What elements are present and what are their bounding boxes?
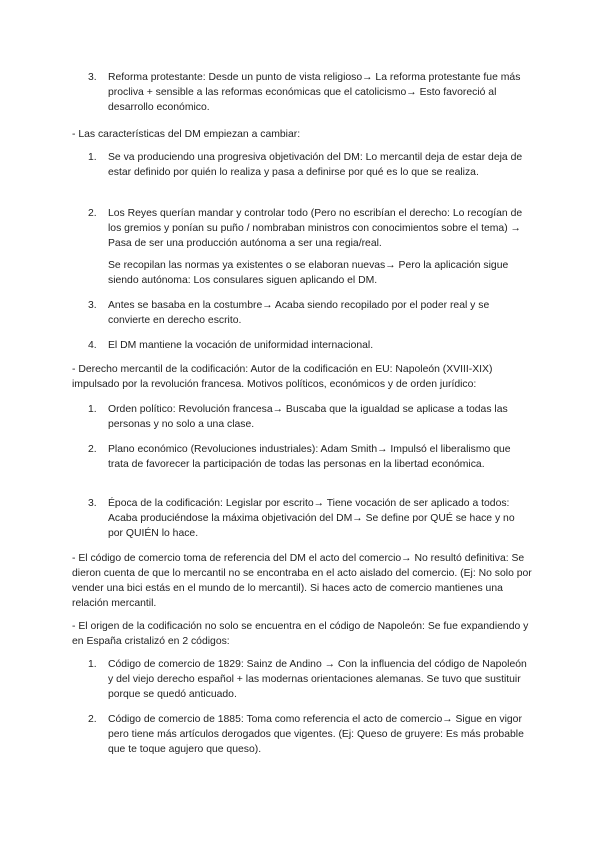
- list-item-text: Antes se basaba en la costumbre→ Acaba siendo recopilado por el poder real y se convierte en derecho escrito.: [108, 300, 490, 326]
- list-item-text: El DM mantiene la vocación de uniformidad internacional.: [108, 340, 374, 351]
- list-number: 1.: [88, 659, 97, 670]
- paragraph: - Derecho mercantil de la codificación: Autor de la codificación en EU: Napoleón (XVIII-XIX) impulsado por la revolución francesa. Motivos políticos, económicos y de orden jurídico:: [72, 364, 493, 390]
- list-number: 4.: [88, 340, 97, 351]
- list-item-text: Código de comercio de 1885: Toma como referencia el acto de comercio→ Sigue en vigor pero tiene más artículos derogados que vigentes. (Ej: Queso de gruyere: Es más probable que te toque agujero que queso).: [108, 714, 524, 755]
- paragraph: - Las características del DM empiezan a cambiar:: [72, 129, 301, 140]
- list-item-text: Época de la codificación: Legislar por escrito→ Tiene vocación de ser aplicado a todos: Acaba produciéndose la máxima objetivación del DM→ Se define por QUÉ se hace y no por QUIÉN lo hace.: [108, 498, 515, 539]
- paragraph: - El código de comercio toma de referencia del DM el acto del comercio→ No resultó definitiva: Se dieron cuenta de que lo mercantil no se encontraba en el acto aislado del comercio. (Ej: No solo por vender una bici estás en el mundo de lo mercantil). Si haces acto de comercio mantienes una relación mercantil.: [72, 553, 532, 609]
- list-item-text: Se va produciendo una progresiva objetivación del DM: Lo mercantil deja de estar deja de estar definido por quién lo realiza y pasa a definirse por qué es lo que se realiza.: [108, 152, 523, 178]
- list-item-text: Reforma protestante: Desde un punto de vista religioso→ La reforma protestante fue más procliva + sensible a las reformas económicas que el catolicismo→ Esto favoreció al desarrollo económico.: [108, 72, 521, 113]
- list-number: 2.: [88, 714, 97, 725]
- list-item-text: Código de comercio de 1829: Sainz de Andino → Con la influencia del código de Napoleón y del viejo derecho español + las modernas orientaciones alemanas. Se tuvo que sustituir porque se quedó anticuado.: [108, 659, 527, 700]
- paragraph: - El origen de la codificación no solo se encuentra en el código de Napoleón: Se fue expandiendo y en España cristalizó en 2 códigos:: [72, 621, 529, 647]
- list-number: 3.: [88, 300, 97, 311]
- list-item-text: Orden político: Revolución francesa→ Buscaba que la igualdad se aplicase a todas las personas y no solo a una clase.: [108, 404, 508, 430]
- list-number: 3.: [88, 72, 97, 83]
- list-number: 1.: [88, 152, 97, 163]
- list-item-text: Plano económico (Revoluciones industriales): Adam Smith→ Impulsó el liberalismo que trata de favorecer la participación de todas las personas en la libertad económica.: [108, 444, 511, 470]
- list-item-text: Los Reyes querían mandar y controlar todo (Pero no escribían el derecho: Lo recogían de los gremios y ponían su puño / nombraban ministros con conocimientos sobre el tema) → Pasa de ser una producción autónoma a ser una regia/real.: [108, 208, 523, 249]
- list-number: 2.: [88, 444, 97, 455]
- list-number: 1.: [88, 404, 97, 415]
- list-number: 3.: [88, 498, 97, 509]
- list-number: 2.: [88, 208, 97, 219]
- list-item-continuation: Se recopilan las normas ya existentes o se elaboran nuevas→ Pero la aplicación sigue siendo autónoma: Los consulares siguen aplicando el DM.: [108, 260, 509, 286]
